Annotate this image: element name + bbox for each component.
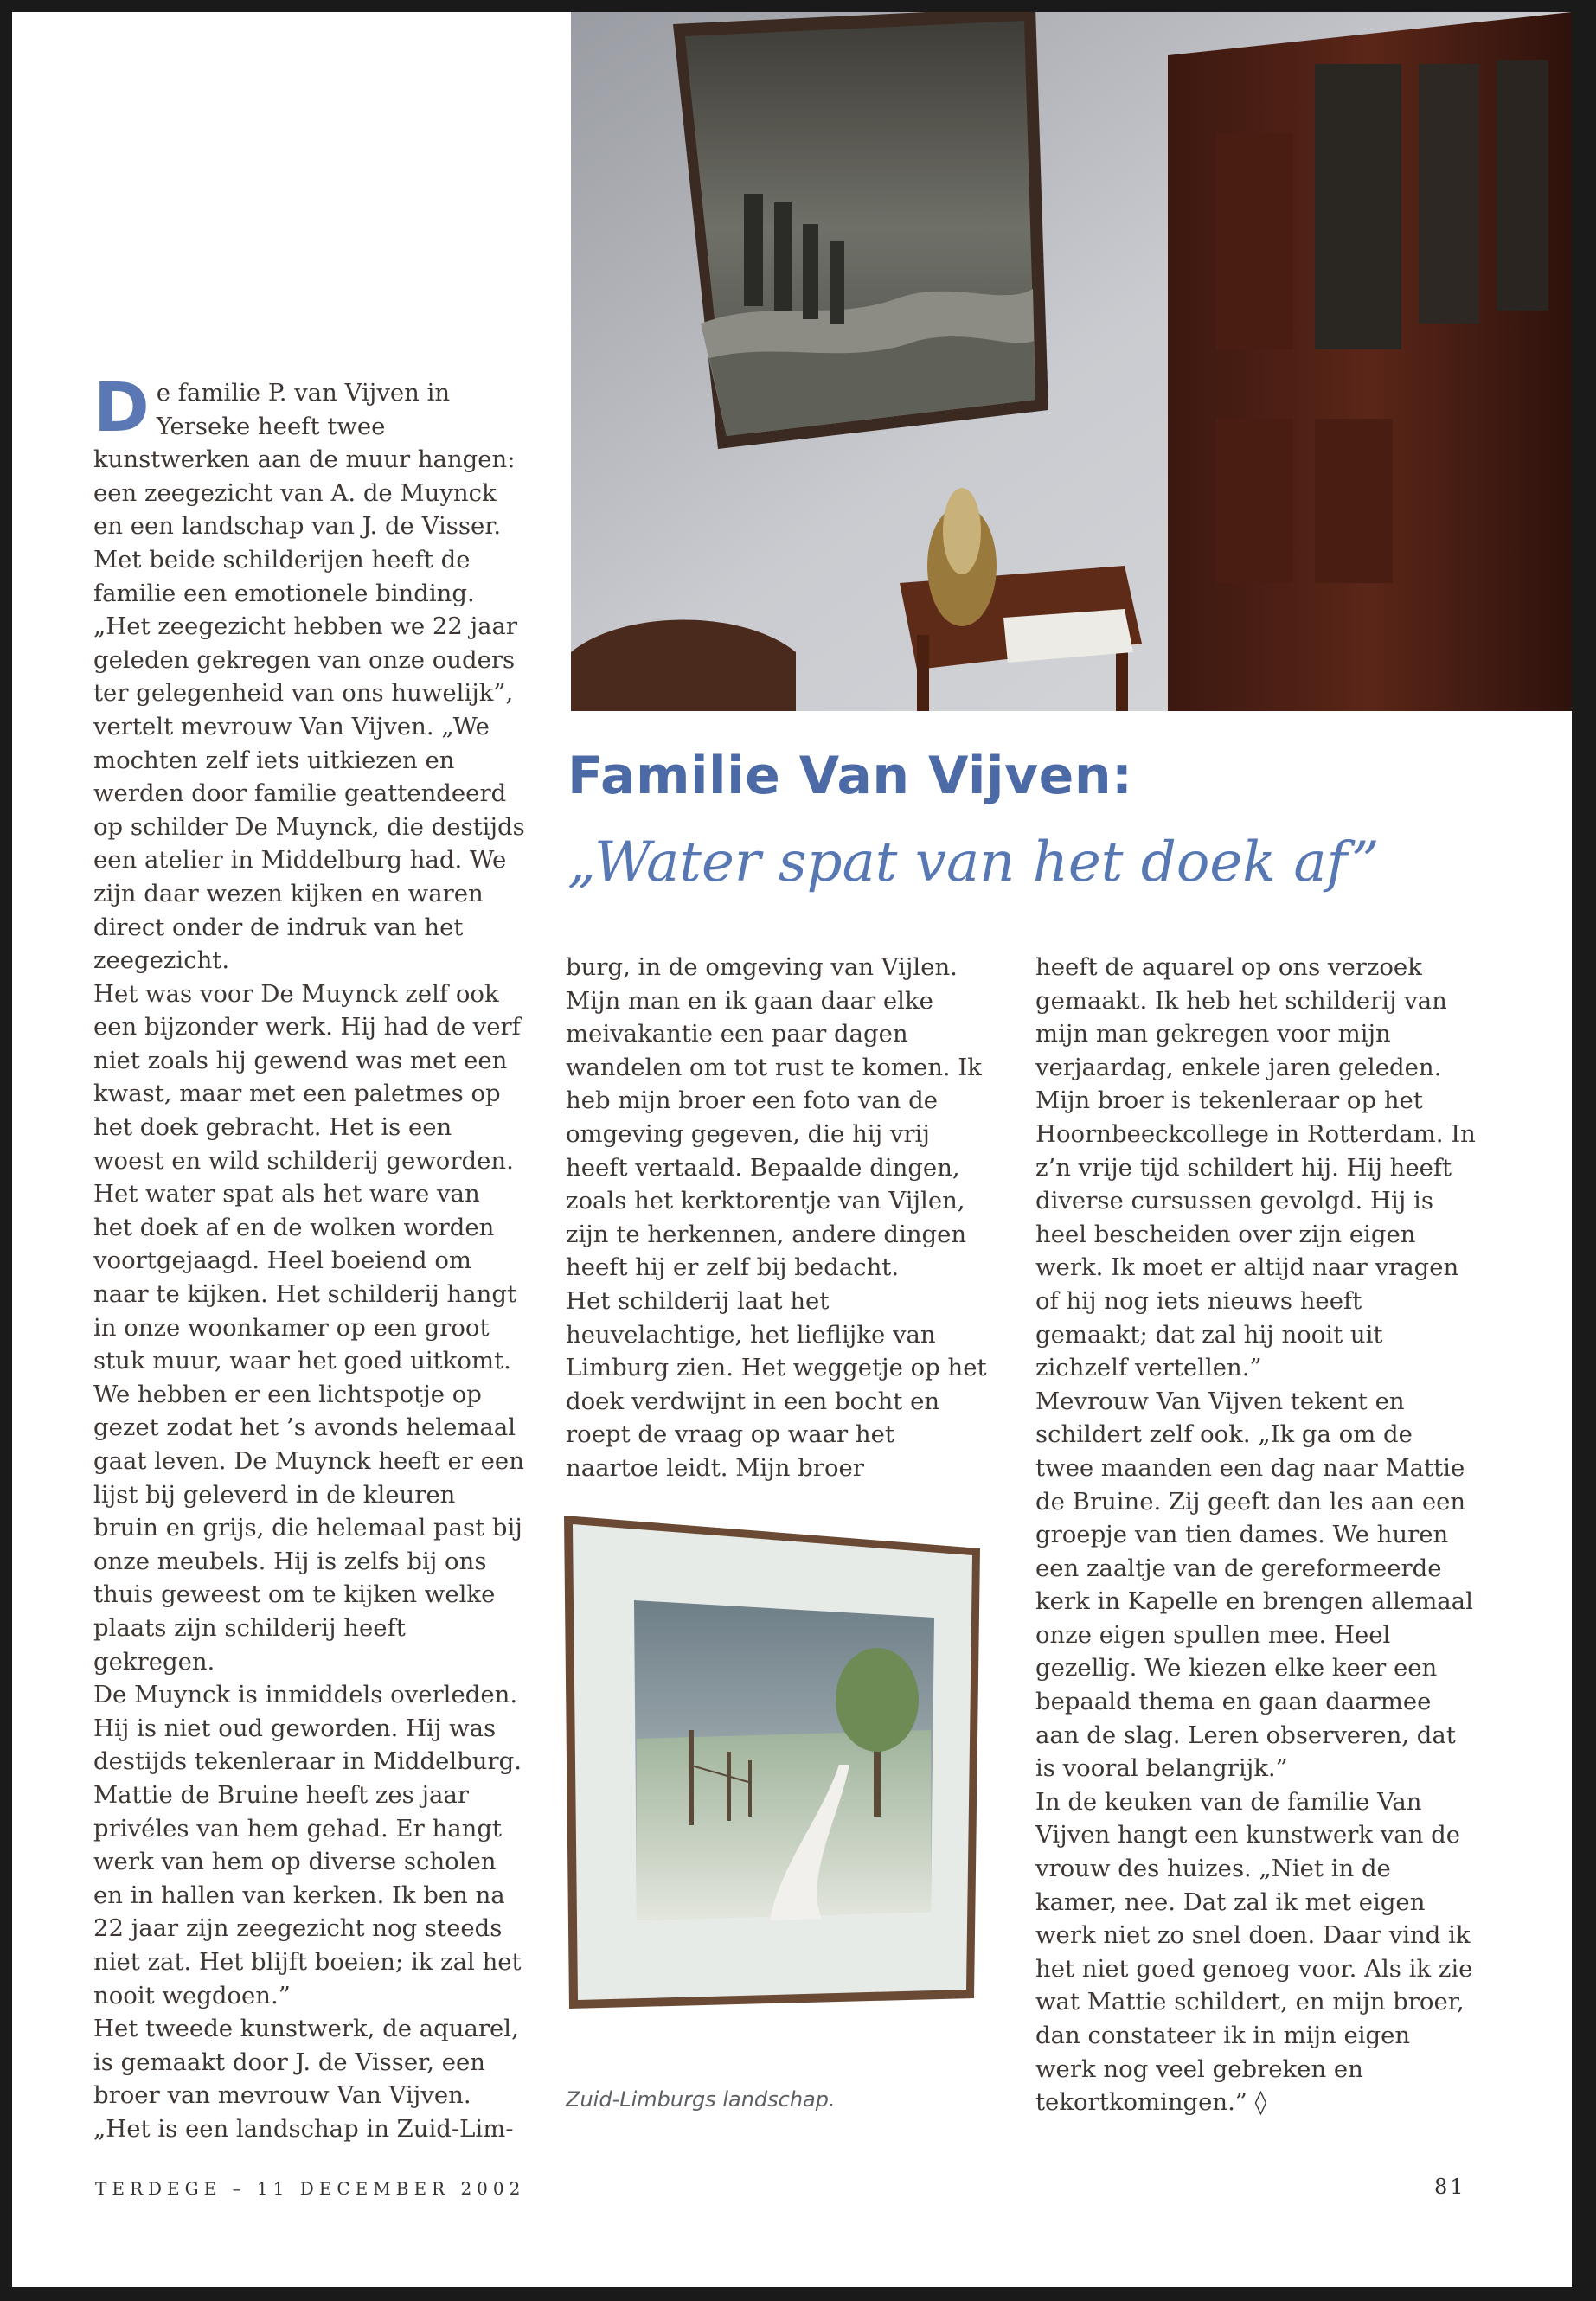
scan-border-left — [0, 0, 12, 2301]
landscape-painting-photo — [562, 1514, 980, 2009]
body-paragraph: Het was voor De Muynck zelf ook een bijzonder werk. Hij had de verf niet zoals hij gewend was met een kwast, maar met een paletmes op het doek gebracht. Het is een woest en wild schilderij geworden. Het water spat als het ware van het doek af en de wolken worden voortgejaagd. Heel boeiend om naar te kijken. Het schilderij hangt in onze woonkamer op een groot stuk muur, waar het goed uitkomt. We hebben er een lichtspotje op gezet zodat het ’s avonds helemaal gaat leven. De Muynck heeft er een lijst bij geleverd in de kleuren bruin en grijs, die helemaal past bij onze meubels. Hij is zelfs bij ons thuis geweest om te kijken welke plaats zijn schilderij heeft gekregen. — [93, 979, 524, 1676]
body-paragraph: De Muynck is inmiddels overleden. Hij is niet oud geworden. Hij was destijds tekenleraar in Middelburg. Mattie de Bruine heeft zes jaar privéles van hem gehad. Er hangt werk van hem op diverse scholen en in hallen van kerken. Ik ben na 22 jaar zijn zeegezicht nog steeds niet zat. Het blijft boeien; ik zal het nooit wegdoen.” — [93, 1681, 522, 2009]
scan-border-bottom — [0, 2287, 1596, 2301]
body-paragraph: Het tweede kunstwerk, de aquarel, is gemaakt door J. de Visser, een broer van mevrouw Van Vijven. — [93, 2015, 519, 2110]
article-subheadline: „Water spat van het doek af” — [567, 830, 1380, 894]
body-paragraph: Mijn broer is tekenleraar op het Hoornbeeckcollege in Rotterdam. In z’n vrije tijd schildert hij. Hij heeft diverse cursussen gevolgd. Hij is heel bescheiden over zijn eigen werk. Ik moet er altijd naar vragen of hij nog iets nieuws heeft gemaakt; dat zal hij nooit uit zichzelf vertellen.” — [1035, 1086, 1476, 1382]
body-paragraph: In de keuken van de familie Van Vijven hangt een kunstwerk van de vrouw des huizes. „Niet in de kamer, nee. Dat zal ik met eigen werk niet zo snel doen. Daar vind ik het niet goed genoeg voor. Als ik zie wat Mattie schildert, en mijn broer, dan constateer ik in mijn eigen werk nog veel gebreken en tekortkomingen.” ◊ — [1035, 1787, 1473, 2117]
page-number: 81 — [1434, 2175, 1466, 2199]
scan-border-right — [1572, 0, 1596, 2301]
scan-border-top — [0, 0, 1596, 12]
body-paragraph: heeft de aquarel op ons verzoek gemaakt. Ik heb het schilderij van mijn man gekregen voor mijn verjaardag, enkele jaren geleden. — [1035, 953, 1447, 1081]
article-column-3 — [1035, 951, 1477, 2119]
photo-caption: Zuid-Limburgs landschap. — [566, 2087, 836, 2112]
article-column-2 — [566, 951, 994, 1485]
intro-text: e familie P. van Vijven in Yerseke heeft twee kunstwerken aan de muur hangen: een zeegezicht van A. de Muynck en een landschap van J. de Visser. Met beide schilderijen heeft de familie een emotionele binding. — [93, 379, 516, 607]
body-paragraph: burg, in de omgeving van Vijlen. Mijn man en ik gaan daar elke meivakantie een paar dagen wandelen om tot rust te komen. Ik heb mijn broer een foto van de omgeving gegeven, die hij vrij heeft vertaald. Bepaalde dingen, zoals het kerktorentje van Vijlen, zijn te herkennen, andere dingen heeft hij er zelf bij bedacht. — [566, 953, 982, 1282]
body-paragraph: „Het is een landschap in Zuid-Lim- — [93, 2114, 514, 2143]
magazine-footer: TERDEGE – 11 DECEMBER 2002 — [95, 2178, 526, 2199]
drop-cap: D — [93, 369, 150, 447]
living-room-photo — [571, 12, 1572, 711]
body-paragraph: Mevrouw Van Vijven tekent en schildert zelf ook. „Ik ga om de twee maanden een dag naar Mattie de Bruine. Zij geeft dan les aan een groepje van tien dames. We huren een zaaltje van de gereformeerde kerk in Kapelle en brengen allemaal onze eigen spullen mee. Heel gezellig. We kiezen elke keer een bepaald thema en gaan daarmee aan de slag. Leren observeren, dat is vooral belangrijk.” — [1035, 1387, 1473, 1783]
intro-paragraph — [93, 369, 526, 610]
body-paragraph: Het schilderij laat het heuvelachtige, het lieflijke van Limburg zien. Het weggetje op het doek verdwijnt in een bocht en roept de vraag op waar het naartoe leidt. Mijn broer — [566, 1286, 987, 1482]
article-column-1 — [93, 369, 526, 2145]
article-headline: Familie Van Vijven: — [567, 746, 1133, 806]
body-paragraph: „Het zeegezicht hebben we 22 jaar geleden gekregen van onze ouders ter gelegenheid van ons huwelijk”, vertelt mevrouw Van Vijven. „We mochten zelf iets uitkiezen en werden door familie geattendeerd op schilder De Muynck, die destijds een atelier in Middelburg had. We zijn daar wezen kijken en waren direct onder de indruk van het zeegezicht. — [93, 612, 525, 975]
